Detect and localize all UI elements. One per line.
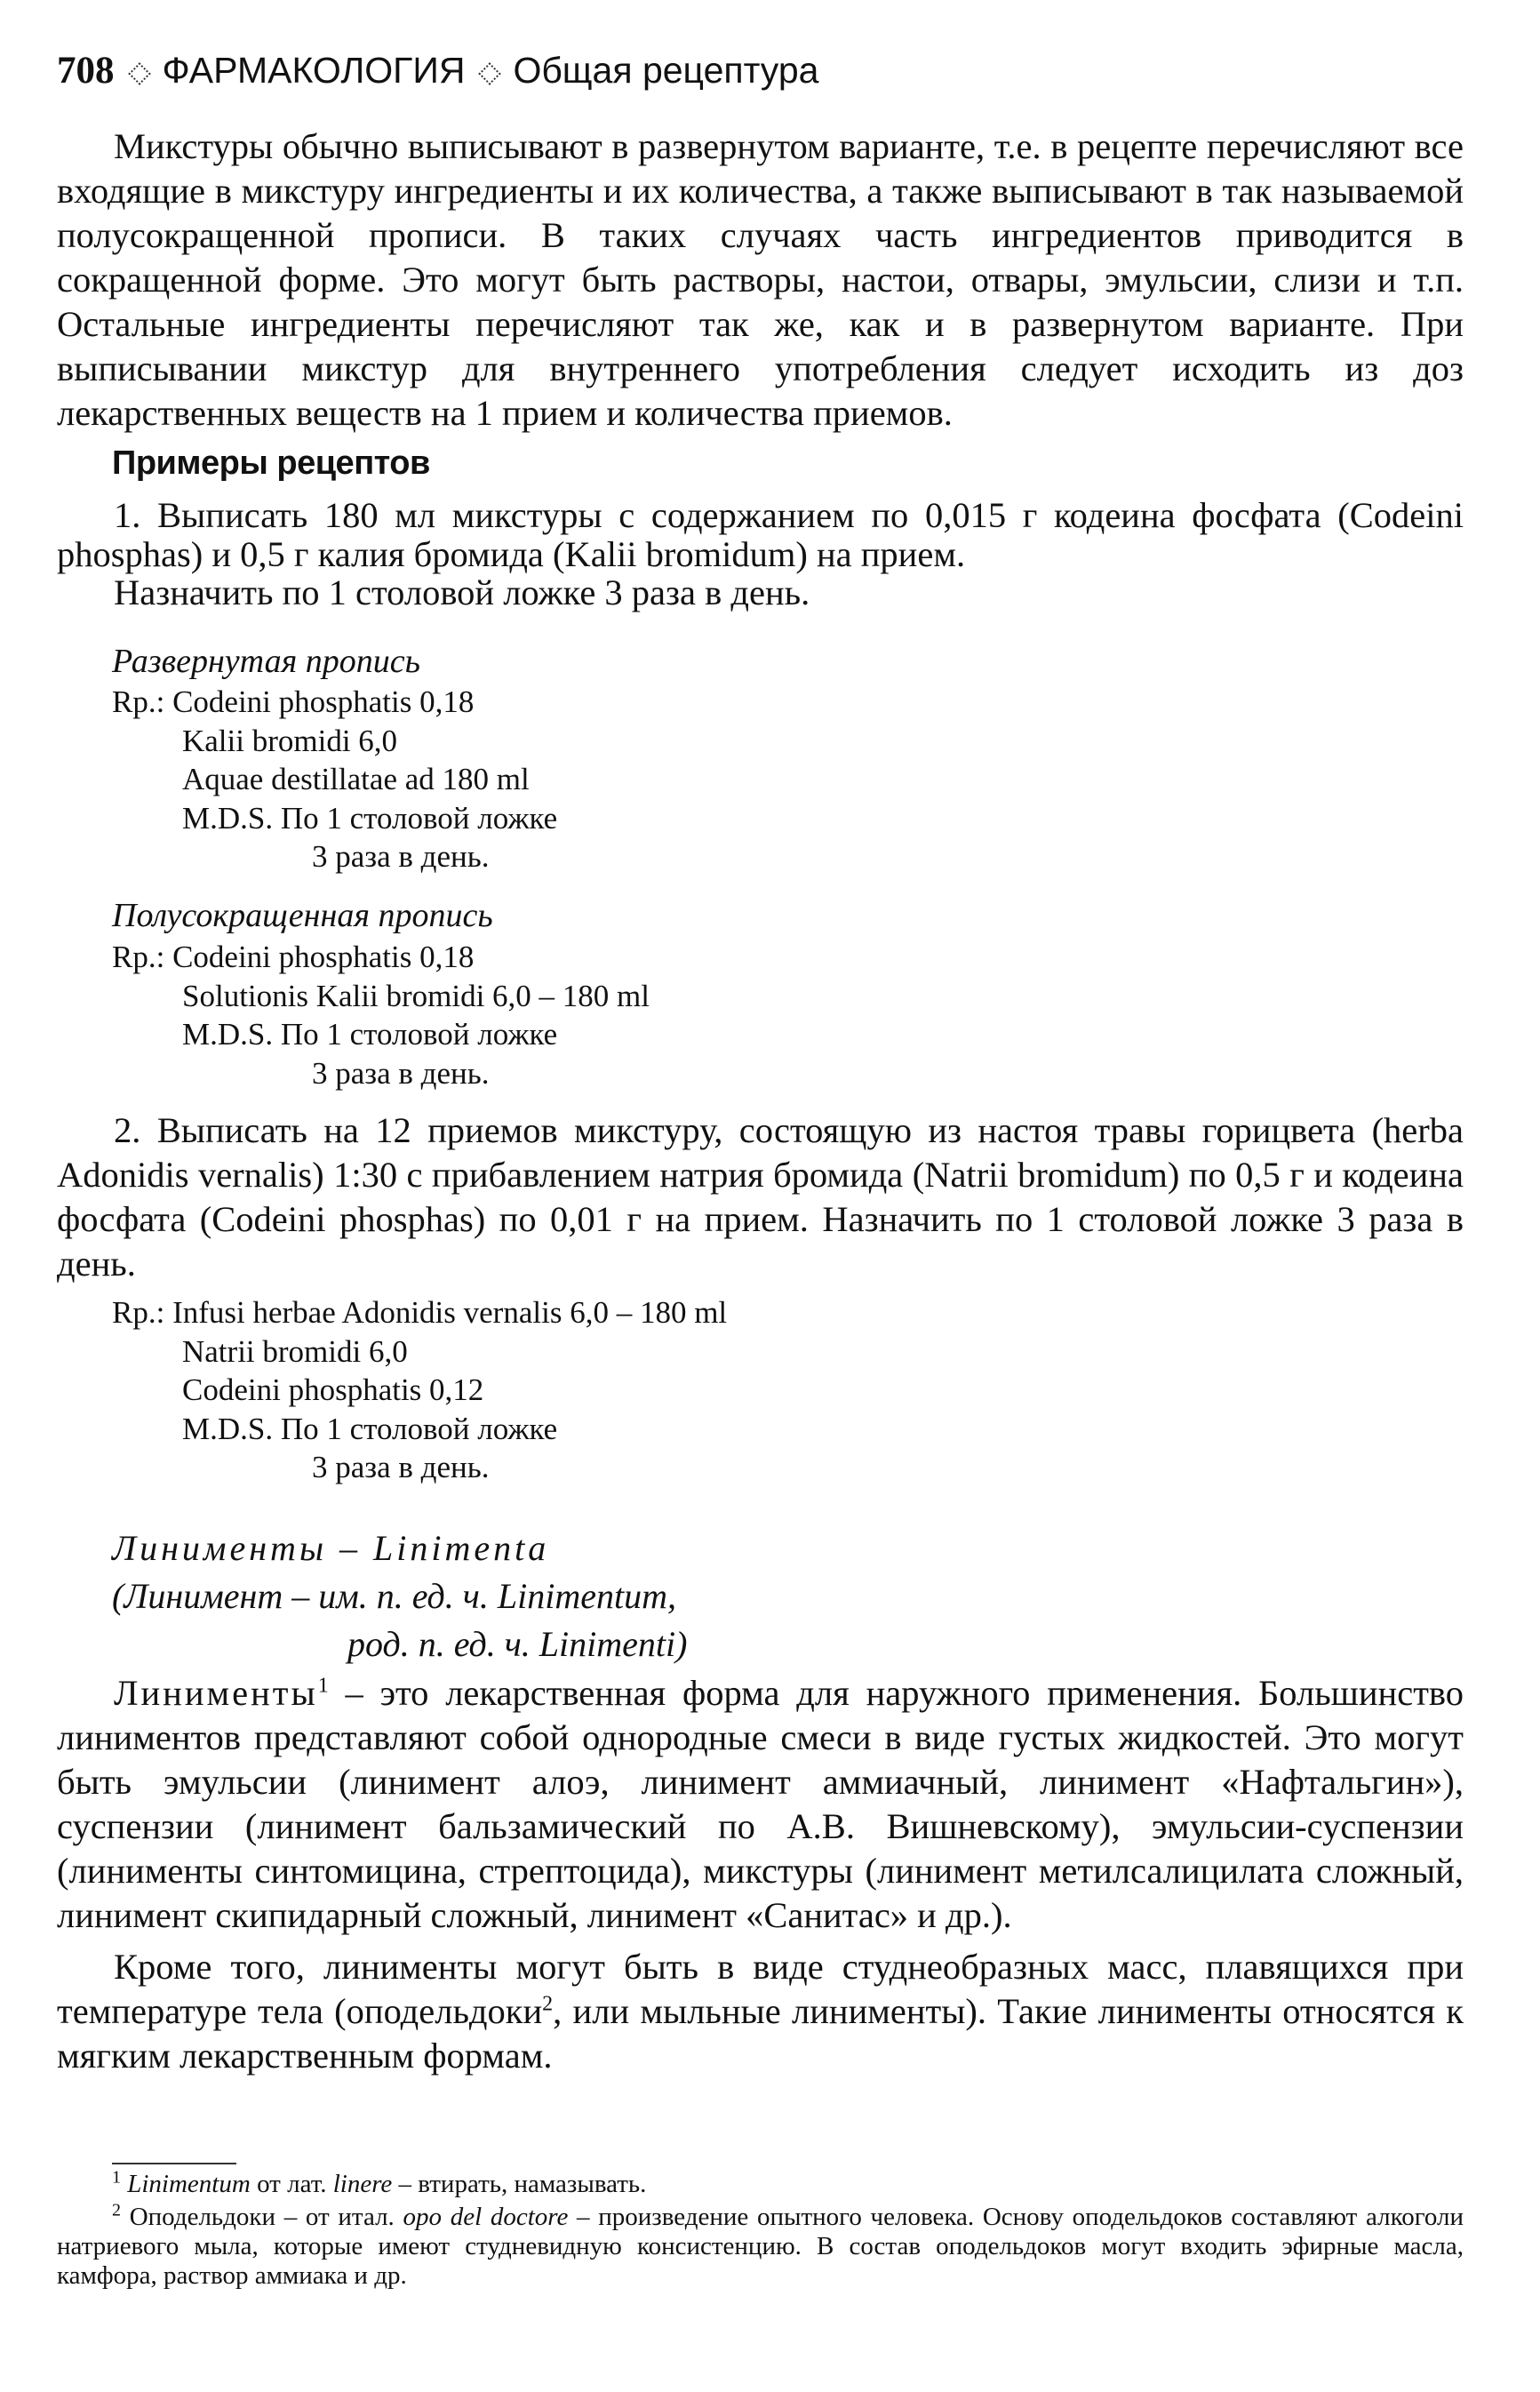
footnote-text: Оподельдоки – от итал. (121, 2203, 403, 2231)
diamond-separator-icon (129, 63, 148, 83)
rx-line: M.D.S. По 1 столовой ложке (182, 1017, 558, 1052)
footnote-term: opo del doctore (403, 2203, 569, 2231)
liniments-title-line-2: (Линимент – им. п. ед. ч. Linimentum, (112, 1576, 676, 1616)
rx-line: Rp.: Codeini phosphatis 0,18 (112, 684, 475, 719)
rx-line: 3 раза в день. (312, 839, 490, 874)
example-1 (57, 496, 1464, 612)
rx-line: 3 раза в день. (312, 1450, 490, 1484)
liniments-paragraph-block (57, 1671, 1464, 2078)
expanded-prescription-label: Развернутая пропись (112, 643, 420, 680)
footnote-ref: 2 (542, 1992, 554, 2016)
rx-line: Codeini phosphatis 0,12 (182, 1372, 484, 1407)
liniments-text-2b: , или мыльные линименты). Такие линименты относятся к мягким лекарственным формам. (57, 1991, 1464, 2076)
liniments-term: Линименты (114, 1673, 318, 1713)
footnote-text: от лат. (250, 2170, 333, 2198)
semi-prescription (112, 938, 650, 1092)
liniments-text: – это лекарственная форма для наружного применения. Большинство линиментов представляют собой однородные смеси в виде густых жидкостей. Это могут быть эмульсии (линимент алоэ, линимент аммиачный, линимент «Нафтальгин»), суспензии (линимент бальзамический по А.В. Вишневскому), эмульсии-суспензии (линименты синтомицина, стрептоцида), микстуры (линимент метилсалицилата сложный, линимент скипидарный сложный, линимент «Санитас» и др.). (57, 1673, 1464, 1935)
rx-line: Kalii bromidi 6,0 (182, 723, 398, 758)
rx-line: Natrii bromidi 6,0 (182, 1333, 408, 1369)
footnote-text: – произведение опытного человека. Основу оподельдоков составляют алкоголи натриевого мыла, которые имеют студневидную консистенцию. В состав оподельдоков могут входить эфирные масла, камфора, раствор аммиака и др. (57, 2203, 1464, 2290)
rx-line: 3 раза в день. (312, 1055, 490, 1091)
rx-line: Rp.: Codeini phosphatis 0,18 (112, 940, 475, 974)
chapter-title: Общая рецептура (513, 50, 819, 91)
intro-paragraph: Микстуры обычно выписывают в развернутом варианте, т.е. в рецепте перечисляют все входящие в микстуру ингредиенты и их количества, а также выписывают в так называемой полусокращенной прописи. В таких случаях часть ингредиентов приводится в сокращенной форме. Это могут быть растворы, настои, отвары, эмульсии, слизи и т.п. Остальные ингредиенты перечисляют так же, как и в развернутом варианте. При выписывании микстур для внутреннего употребления следует исходить из доз лекарственных веществ на 1 прием и количества приемов. (57, 126, 1464, 433)
expanded-prescription (112, 683, 557, 876)
example-2-prescription (112, 1293, 727, 1487)
footnote-divider (112, 2163, 236, 2164)
liniments-title-line-1: Линименты – Linimenta (112, 1528, 550, 1568)
intro-paragraph-block (57, 124, 1464, 436)
example-2-text: 2. Выписать на 12 приемов микстуру, состоящую из настоя травы горицвета (herba Adonidis vernalis) 1:30 с прибавлением натрия бромида (Natrii bromidum) по 0,5 г и кодеина фосфата (Codeini phosphas) по 0,01 г на прием. Назначить по 1 столовой ложке 3 раза в день. (57, 1110, 1464, 1284)
example-1-instruction: Назначить по 1 столовой ложке 3 раза в день. (114, 572, 810, 612)
rx-line: Rp.: Infusi herbae Adonidis vernalis 6,0 – 180 ml (112, 1295, 728, 1330)
examples-heading: Примеры рецептов (112, 444, 430, 482)
footnote-2 (57, 2200, 1464, 2291)
running-header (57, 49, 1488, 106)
semi-prescription-label: Полусокращенная пропись (112, 897, 493, 934)
footnote-mark: 1 (112, 2167, 121, 2188)
example-2 (57, 1108, 1464, 1286)
footnote-text: – втирать, намазывать. (392, 2170, 647, 2198)
liniments-section-title (112, 1524, 687, 1668)
footnote-mark: 2 (112, 2200, 121, 2220)
example-1-text: 1. Выписать 180 мл микстуры с содержанием по 0,015 г кодеина фосфата (Codeini phosphas) и 0,5 г калия бромида (Kalii bromidum) на прием. (57, 495, 1464, 574)
book-title: ФАРМАКОЛОГИЯ (162, 50, 466, 91)
rx-line: M.D.S. По 1 столовой ложке (182, 1411, 558, 1446)
rx-line: M.D.S. По 1 столовой ложке (182, 800, 558, 836)
footnote-term: linere (332, 2170, 393, 2198)
liniments-paragraph (57, 1671, 1464, 1938)
footnote-1 (57, 2167, 1464, 2199)
footnotes (57, 2167, 1464, 2294)
rx-line: Aquae destillatae ad 180 ml (182, 762, 530, 796)
liniments-title-line-3: род. п. ед. ч. Linimenti) (347, 1624, 688, 1664)
rx-line: Solutionis Kalii bromidi 6,0 – 180 ml (182, 978, 650, 1013)
diamond-separator-icon (479, 63, 499, 83)
footnote-term: Linimentum (127, 2170, 251, 2198)
liniments-paragraph-2 (57, 1945, 1464, 2078)
footnote-ref: 1 (317, 1674, 329, 1698)
liniments-text-2a: Кроме того, линименты могут быть в виде студнеобразных масс, плавящихся при температуре тела (оподельдоки (57, 1947, 1464, 2031)
page-number: 708 (57, 50, 115, 92)
